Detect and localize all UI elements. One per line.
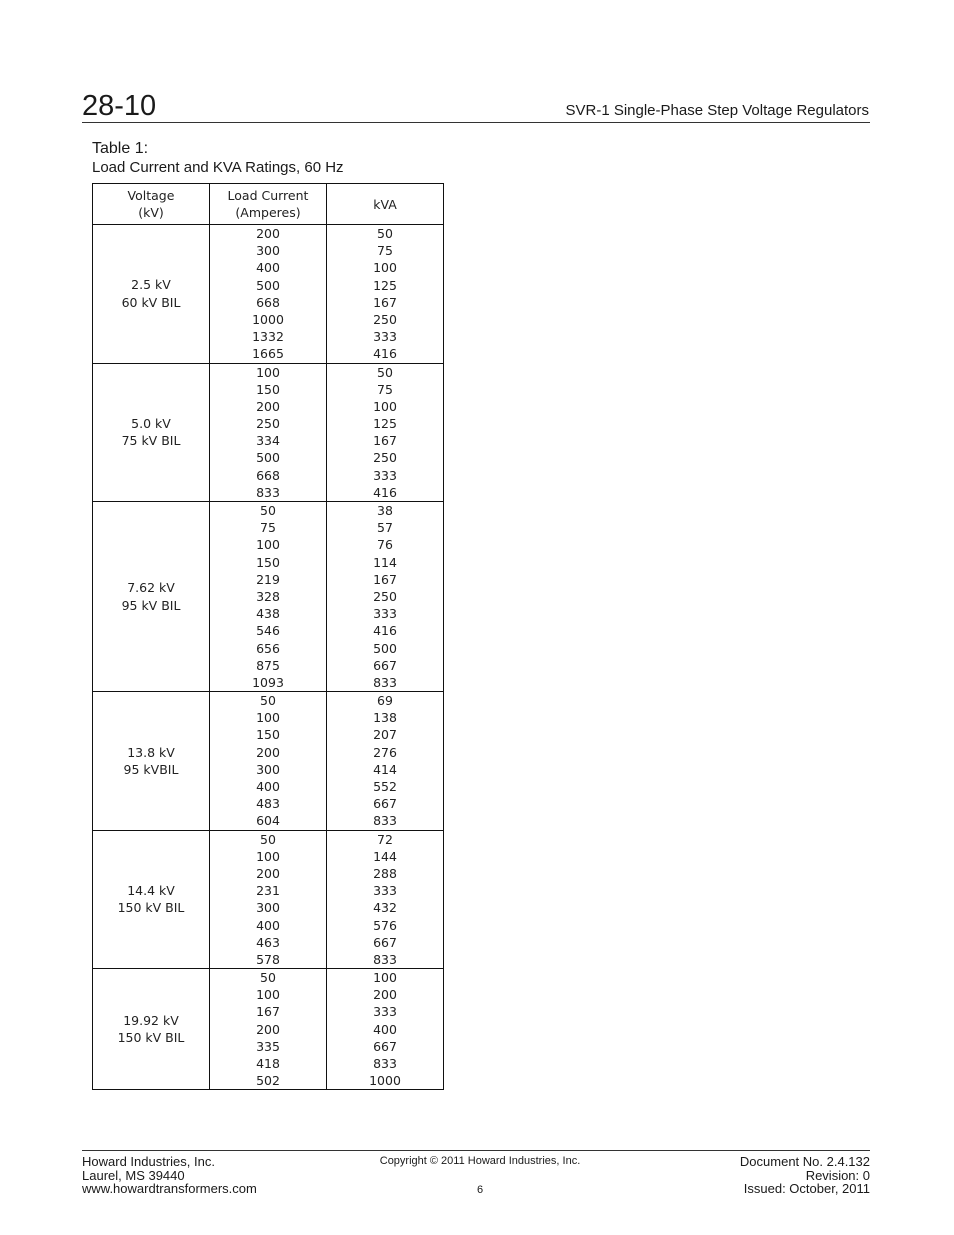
load-current-cell bbox=[210, 969, 327, 1090]
voltage-value: 7.62 kV bbox=[127, 580, 175, 596]
footer-divider bbox=[82, 1150, 870, 1151]
load-current-value: 578 bbox=[256, 951, 280, 967]
kva-value: 125 bbox=[373, 416, 397, 432]
load-current-cell bbox=[210, 692, 327, 831]
load-current-value: 150 bbox=[256, 381, 280, 397]
voltage-class-cell bbox=[93, 692, 210, 831]
kva-value: 167 bbox=[373, 294, 397, 310]
header-line: (Amperes) bbox=[235, 205, 301, 220]
footer-company-info bbox=[82, 1155, 257, 1196]
load-current-value: 334 bbox=[256, 433, 280, 449]
kva-value: 250 bbox=[373, 311, 397, 327]
kva-value: 114 bbox=[373, 554, 397, 570]
voltage-group-row bbox=[93, 363, 444, 502]
kva-value: 69 bbox=[377, 693, 393, 709]
voltage-group-row bbox=[93, 830, 444, 969]
load-current-value: 328 bbox=[256, 588, 280, 604]
table-header-row bbox=[93, 184, 444, 225]
load-current-value: 463 bbox=[256, 934, 280, 950]
load-current-cell bbox=[210, 502, 327, 692]
document-title: SVR-1 Single-Phase Step Voltage Regulators bbox=[565, 102, 869, 119]
kva-value: 667 bbox=[373, 657, 397, 673]
kva-value: 125 bbox=[373, 277, 397, 293]
kva-value: 250 bbox=[373, 588, 397, 604]
kva-value: 552 bbox=[373, 779, 397, 794]
load-current-value: 200 bbox=[256, 398, 280, 414]
header-line: kVA bbox=[373, 196, 397, 212]
bil-rating: 95 kV BIL bbox=[121, 597, 181, 613]
load-current-value: 438 bbox=[256, 606, 280, 622]
load-current-value: 1000 bbox=[252, 311, 284, 327]
header-line: Load Current bbox=[227, 188, 309, 203]
kva-value: 100 bbox=[373, 260, 397, 276]
voltage-class-cell bbox=[93, 830, 210, 969]
load-current-value: 50 bbox=[260, 693, 276, 709]
kva-value: 100 bbox=[373, 398, 397, 414]
kva-value: 333 bbox=[373, 1004, 397, 1020]
kva-value: 333 bbox=[373, 606, 397, 622]
load-current-value: 50 bbox=[260, 503, 276, 518]
table-caption-title: Load Current and KVA Ratings, 60 Hz bbox=[92, 159, 344, 176]
load-current-value: 400 bbox=[256, 779, 280, 794]
load-current-value: 502 bbox=[256, 1073, 280, 1089]
kva-value: 416 bbox=[373, 484, 397, 500]
load-current-value: 833 bbox=[256, 484, 280, 500]
company-address: Laurel, MS 39440 bbox=[82, 1167, 185, 1183]
table-caption-label: Table 1: bbox=[92, 140, 149, 157]
load-current-value: 167 bbox=[256, 1004, 280, 1020]
load-current-value: 656 bbox=[256, 640, 280, 656]
load-current-value: 75 bbox=[260, 520, 276, 536]
kva-cell bbox=[327, 502, 444, 692]
voltage-value: 19.92 kV bbox=[123, 1012, 179, 1028]
load-current-value: 100 bbox=[256, 364, 280, 380]
voltage-class-cell bbox=[93, 225, 210, 364]
kva-value: 138 bbox=[373, 710, 397, 726]
kva-value: 72 bbox=[377, 831, 393, 847]
bil-rating: 150 kV BIL bbox=[117, 900, 185, 916]
load-current-value: 1332 bbox=[252, 329, 284, 345]
header-line: Voltage bbox=[127, 188, 175, 203]
kva-value: 414 bbox=[373, 761, 397, 777]
kva-value: 50 bbox=[377, 364, 393, 380]
load-current-value: 100 bbox=[256, 848, 280, 864]
load-current-value: 200 bbox=[256, 865, 280, 881]
voltage-class-cell bbox=[93, 502, 210, 692]
ratings-table bbox=[92, 183, 444, 1090]
kva-value: 416 bbox=[373, 346, 397, 362]
issue-date: Issued: October, 2011 bbox=[743, 1181, 870, 1196]
load-current-value: 1093 bbox=[252, 674, 284, 690]
kva-value: 416 bbox=[373, 623, 397, 639]
bil-rating: 95 kVBIL bbox=[123, 761, 179, 777]
kva-value: 144 bbox=[373, 848, 397, 864]
kva-value: 207 bbox=[373, 727, 397, 743]
section-number: 28-10 bbox=[82, 90, 157, 122]
kva-value: 76 bbox=[377, 537, 393, 553]
company-name: Howard Industries, Inc. bbox=[82, 1154, 215, 1169]
voltage-group-row bbox=[93, 969, 444, 1090]
load-current-value: 231 bbox=[256, 883, 280, 899]
document-number: Document No. 2.4.132 bbox=[739, 1154, 870, 1169]
table-body bbox=[93, 225, 444, 1090]
load-current-cell bbox=[210, 363, 327, 502]
voltage-group-row bbox=[93, 225, 444, 364]
load-current-value: 483 bbox=[256, 796, 280, 812]
voltage-value: 13.8 kV bbox=[127, 744, 175, 760]
load-current-value: 100 bbox=[256, 537, 280, 553]
load-current-value: 604 bbox=[256, 813, 280, 829]
load-current-value: 100 bbox=[256, 710, 280, 726]
load-current-value: 335 bbox=[256, 1038, 280, 1054]
footer-document-info bbox=[740, 1155, 870, 1196]
kva-value: 833 bbox=[373, 1056, 397, 1071]
kva-value: 667 bbox=[373, 796, 397, 812]
load-current-value: 500 bbox=[256, 277, 280, 293]
kva-value: 1000 bbox=[369, 1073, 401, 1089]
company-website: www.howardtransformers.com bbox=[82, 1181, 257, 1196]
kva-value: 288 bbox=[373, 865, 397, 881]
voltage-class-cell bbox=[93, 363, 210, 502]
load-current-cell bbox=[210, 830, 327, 969]
bil-rating: 75 kV BIL bbox=[121, 433, 181, 449]
load-current-value: 250 bbox=[256, 416, 280, 432]
voltage-group-row bbox=[93, 502, 444, 692]
load-current-value: 300 bbox=[256, 243, 280, 259]
kva-value: 500 bbox=[373, 640, 397, 656]
column-header-load-current bbox=[210, 184, 327, 225]
voltage-group-row bbox=[93, 692, 444, 831]
load-current-value: 1665 bbox=[252, 346, 284, 362]
kva-value: 250 bbox=[373, 450, 397, 466]
load-current-value: 219 bbox=[256, 571, 280, 587]
voltage-class-cell bbox=[93, 969, 210, 1090]
kva-value: 57 bbox=[377, 520, 393, 536]
bil-rating: 150 kV BIL bbox=[117, 1030, 185, 1046]
kva-value: 667 bbox=[373, 934, 397, 950]
kva-value: 38 bbox=[377, 503, 393, 518]
kva-value: 400 bbox=[373, 1021, 397, 1037]
header-line: (kV) bbox=[138, 205, 164, 220]
load-current-value: 50 bbox=[260, 831, 276, 847]
load-current-value: 400 bbox=[256, 917, 280, 933]
voltage-value: 2.5 kV bbox=[131, 277, 171, 293]
kva-value: 833 bbox=[373, 674, 397, 690]
load-current-value: 150 bbox=[256, 554, 280, 570]
kva-value: 667 bbox=[373, 1038, 397, 1054]
load-current-value: 300 bbox=[256, 900, 280, 916]
load-current-value: 100 bbox=[256, 987, 280, 1003]
load-current-value: 200 bbox=[256, 1021, 280, 1037]
kva-value: 167 bbox=[373, 433, 397, 449]
kva-value: 576 bbox=[373, 917, 397, 933]
load-current-value: 150 bbox=[256, 727, 280, 743]
load-current-value: 418 bbox=[256, 1056, 280, 1071]
kva-value: 333 bbox=[373, 467, 397, 483]
kva-cell bbox=[327, 225, 444, 364]
header-divider bbox=[82, 122, 870, 123]
kva-cell bbox=[327, 830, 444, 969]
kva-cell bbox=[327, 692, 444, 831]
load-current-value: 668 bbox=[256, 467, 280, 483]
load-current-value: 300 bbox=[256, 761, 280, 777]
kva-value: 833 bbox=[373, 813, 397, 829]
column-header-voltage bbox=[93, 184, 210, 225]
kva-value: 276 bbox=[373, 744, 397, 760]
kva-value: 75 bbox=[377, 243, 393, 259]
kva-value: 200 bbox=[373, 987, 397, 1003]
kva-value: 167 bbox=[373, 571, 397, 587]
load-current-value: 668 bbox=[256, 294, 280, 310]
copyright-notice: Copyright © 2011 Howard Industries, Inc. bbox=[379, 1155, 581, 1167]
page-number: 6 bbox=[476, 1184, 484, 1196]
load-current-value: 200 bbox=[256, 226, 280, 241]
revision: Revision: 0 bbox=[805, 1167, 870, 1183]
column-header-kva bbox=[327, 184, 444, 225]
voltage-value: 5.0 kV bbox=[131, 415, 171, 431]
kva-value: 75 bbox=[377, 381, 393, 397]
load-current-value: 546 bbox=[256, 623, 280, 639]
kva-value: 333 bbox=[373, 329, 397, 345]
bil-rating: 60 kV BIL bbox=[121, 294, 181, 310]
load-current-cell bbox=[210, 225, 327, 364]
kva-value: 100 bbox=[373, 970, 397, 986]
kva-value: 50 bbox=[377, 226, 393, 241]
load-current-value: 875 bbox=[256, 657, 280, 673]
load-current-value: 400 bbox=[256, 260, 280, 276]
load-current-value: 200 bbox=[256, 744, 280, 760]
voltage-value: 14.4 kV bbox=[127, 883, 175, 899]
kva-cell bbox=[327, 969, 444, 1090]
kva-cell bbox=[327, 363, 444, 502]
kva-value: 432 bbox=[373, 900, 397, 916]
load-current-value: 50 bbox=[260, 970, 276, 986]
kva-value: 333 bbox=[373, 883, 397, 899]
load-current-value: 500 bbox=[256, 450, 280, 466]
kva-value: 833 bbox=[373, 951, 397, 967]
